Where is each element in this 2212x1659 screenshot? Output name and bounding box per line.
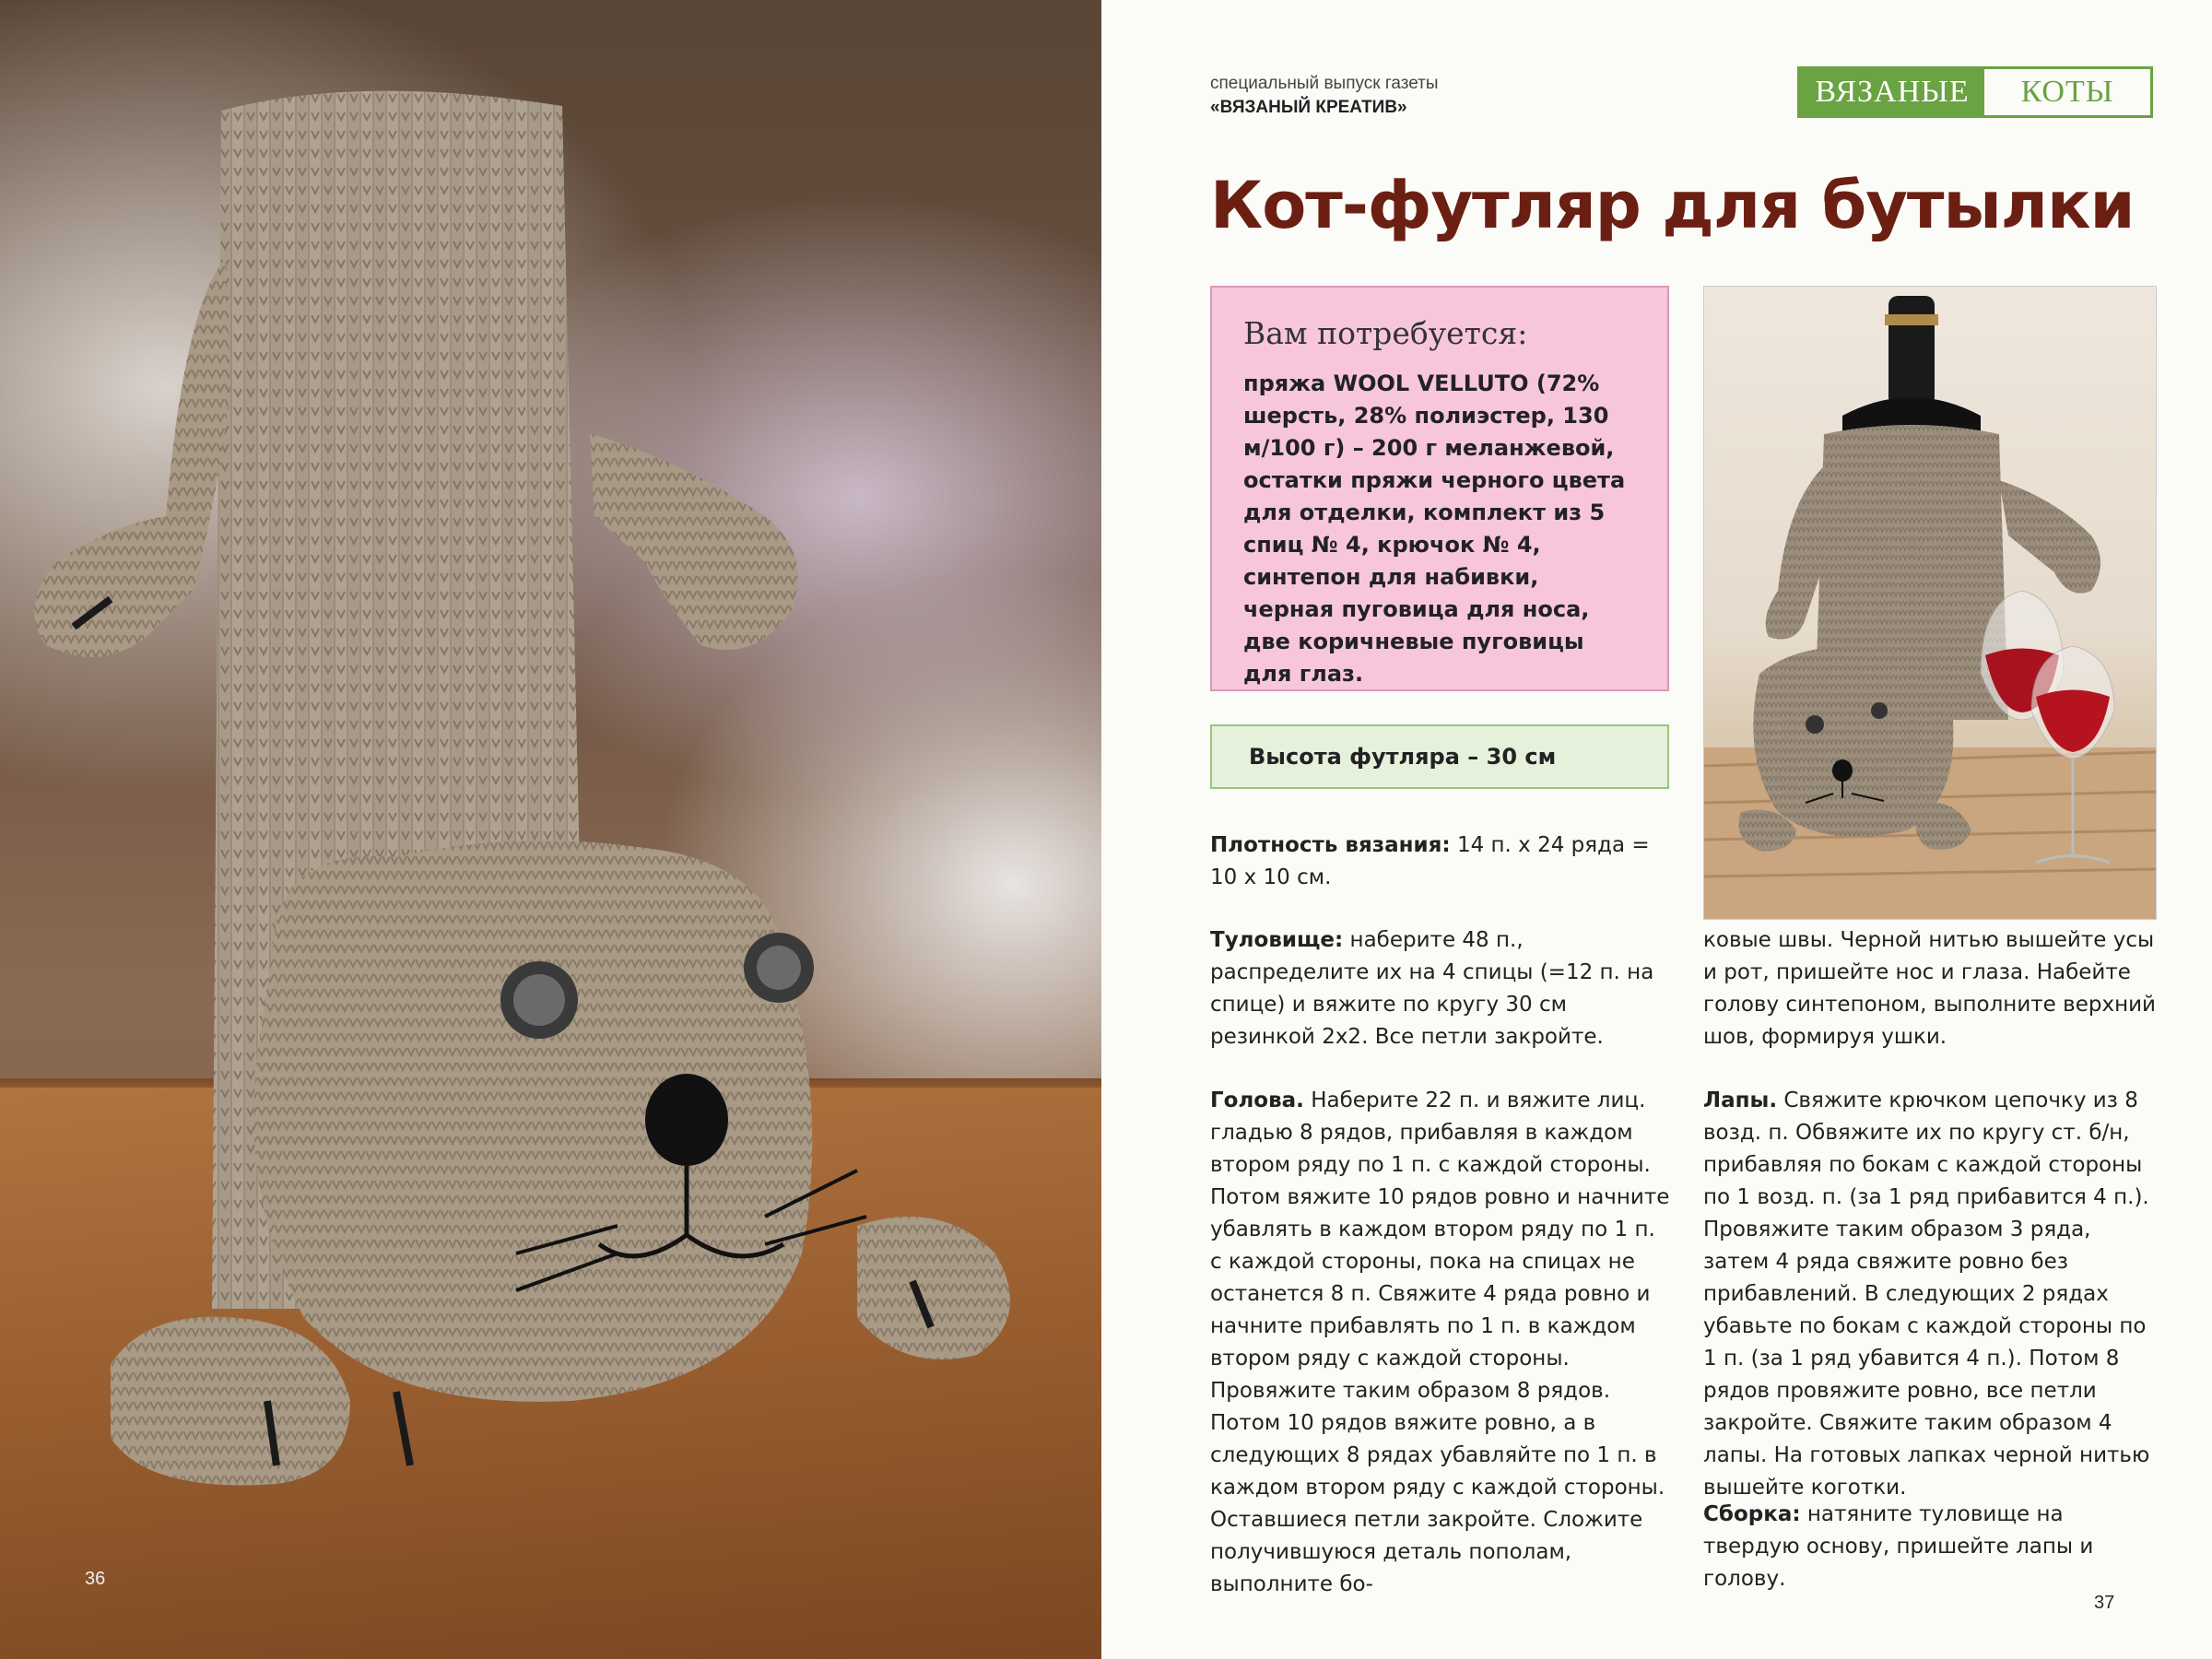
page-number-right: 37	[2094, 1593, 2115, 1613]
head-label: Голова.	[1210, 1088, 1304, 1112]
publication-subtitle: специальный выпуск газеты	[1210, 74, 1439, 93]
article-title: Кот-футляр для бутылки	[1210, 168, 2135, 243]
section-tag-left: ВЯЗАНЫЕ	[1800, 69, 1984, 115]
paws-paragraph	[1703, 1085, 2159, 1504]
density-text: 14 п. х 24 ряда = 10 х 10 см.	[1210, 833, 1650, 889]
paws-label: Лапы.	[1703, 1088, 1778, 1112]
paws-text: Свяжите крючком цепочку из 8 возд. п. Обвяжите их по кругу ст. б/н, прибавляя по бокам с каждой стороны по 1 возд. п. (за 1 ряд прибавится 4 п.). Провяжите таким образом 3 ряда, затем 4 ряда свяжите ровно без прибавлений. В следующих 2 рядах убавьте по бокам с каждой стороны по 1 п. (за 1 ряд убавится 4 п.). Потом 8 рядов провяжите ровно, все петли закройте. Свяжите таким образом 4 лапы. На готовых лапках черной нитью вышейте коготки.	[1703, 1088, 2150, 1500]
head-continued-paragraph	[1703, 924, 2159, 1053]
assembly-text: натяните туловище на твердую основу, пришейте лапы и голову.	[1703, 1502, 2094, 1591]
head-paragraph	[1210, 1085, 1671, 1601]
page-number-left: 36	[85, 1569, 106, 1589]
publication-name: «ВЯЗАНЫЙ КРЕАТИВ»	[1210, 98, 1407, 117]
head-continued-text: ковые швы. Черной нитью вышейте усы и рот, пришейте нос и глаза. Набейте голову синтепоном, выполните верхний шов, формируя ушки.	[1703, 928, 2156, 1049]
body-label: Туловище:	[1210, 928, 1344, 952]
publication-header	[1210, 72, 1439, 120]
section-tag-right: КОТЫ	[2020, 75, 2114, 109]
left-page	[0, 0, 1101, 1659]
bottle-cover-photo	[1703, 286, 2157, 920]
body-text: наберите 48 п., распределите их на 4 спицы (=12 п. на спице) и вяжите по кругу 30 см резинкой 2х2. Все петли закройте.	[1210, 928, 1654, 1049]
assembly-paragraph	[1703, 1499, 2159, 1595]
density-label: Плотность вязания:	[1210, 833, 1451, 857]
knitted-cat-photo	[0, 0, 1101, 1659]
height-note: Высота футляра – 30 см	[1210, 724, 1669, 789]
assembly-label: Сборка:	[1703, 1502, 1801, 1526]
body-paragraph	[1210, 924, 1671, 1053]
density-paragraph	[1210, 830, 1671, 894]
materials-text: пряжа WOOL VELLUTO (72% шерсть, 28% полиэстер, 130 м/100 г) – 200 г меланжевой, остатки пряжи черного цвета для отделки, комплект из 5 спиц № 4, крючок № 4, синтепон для набивки, черная пуговица для носа, две коричневые пуговицы для глаз.	[1243, 371, 1626, 687]
materials-box	[1210, 286, 1669, 691]
head-text: Наберите 22 п. и вяжите лиц. гладью 8 рядов, прибавляя в каждом втором ряду по 1 п. с каждой стороны. Потом вяжите 10 рядов ровно и начните убавлять в каждом втором ряду по 1 п. с каждой стороны, пока на спицах не останется 8 п. Свяжите 4 ряда ровно и начните прибавлять по 1 п. в каждом втором ряду с каждой стороны. Провяжите таким образом 8 рядов. Потом 10 рядов вяжите ровно, а в следующих 8 рядах убавляйте по 1 п. в каждом втором ряду с каждой стороны. Оставшиеся петли закройте. Сложите получившуюся деталь пополам, выполните бо-	[1210, 1088, 1670, 1596]
materials-heading: Вам потребуется:	[1243, 315, 1528, 351]
section-tag	[1797, 66, 2153, 118]
